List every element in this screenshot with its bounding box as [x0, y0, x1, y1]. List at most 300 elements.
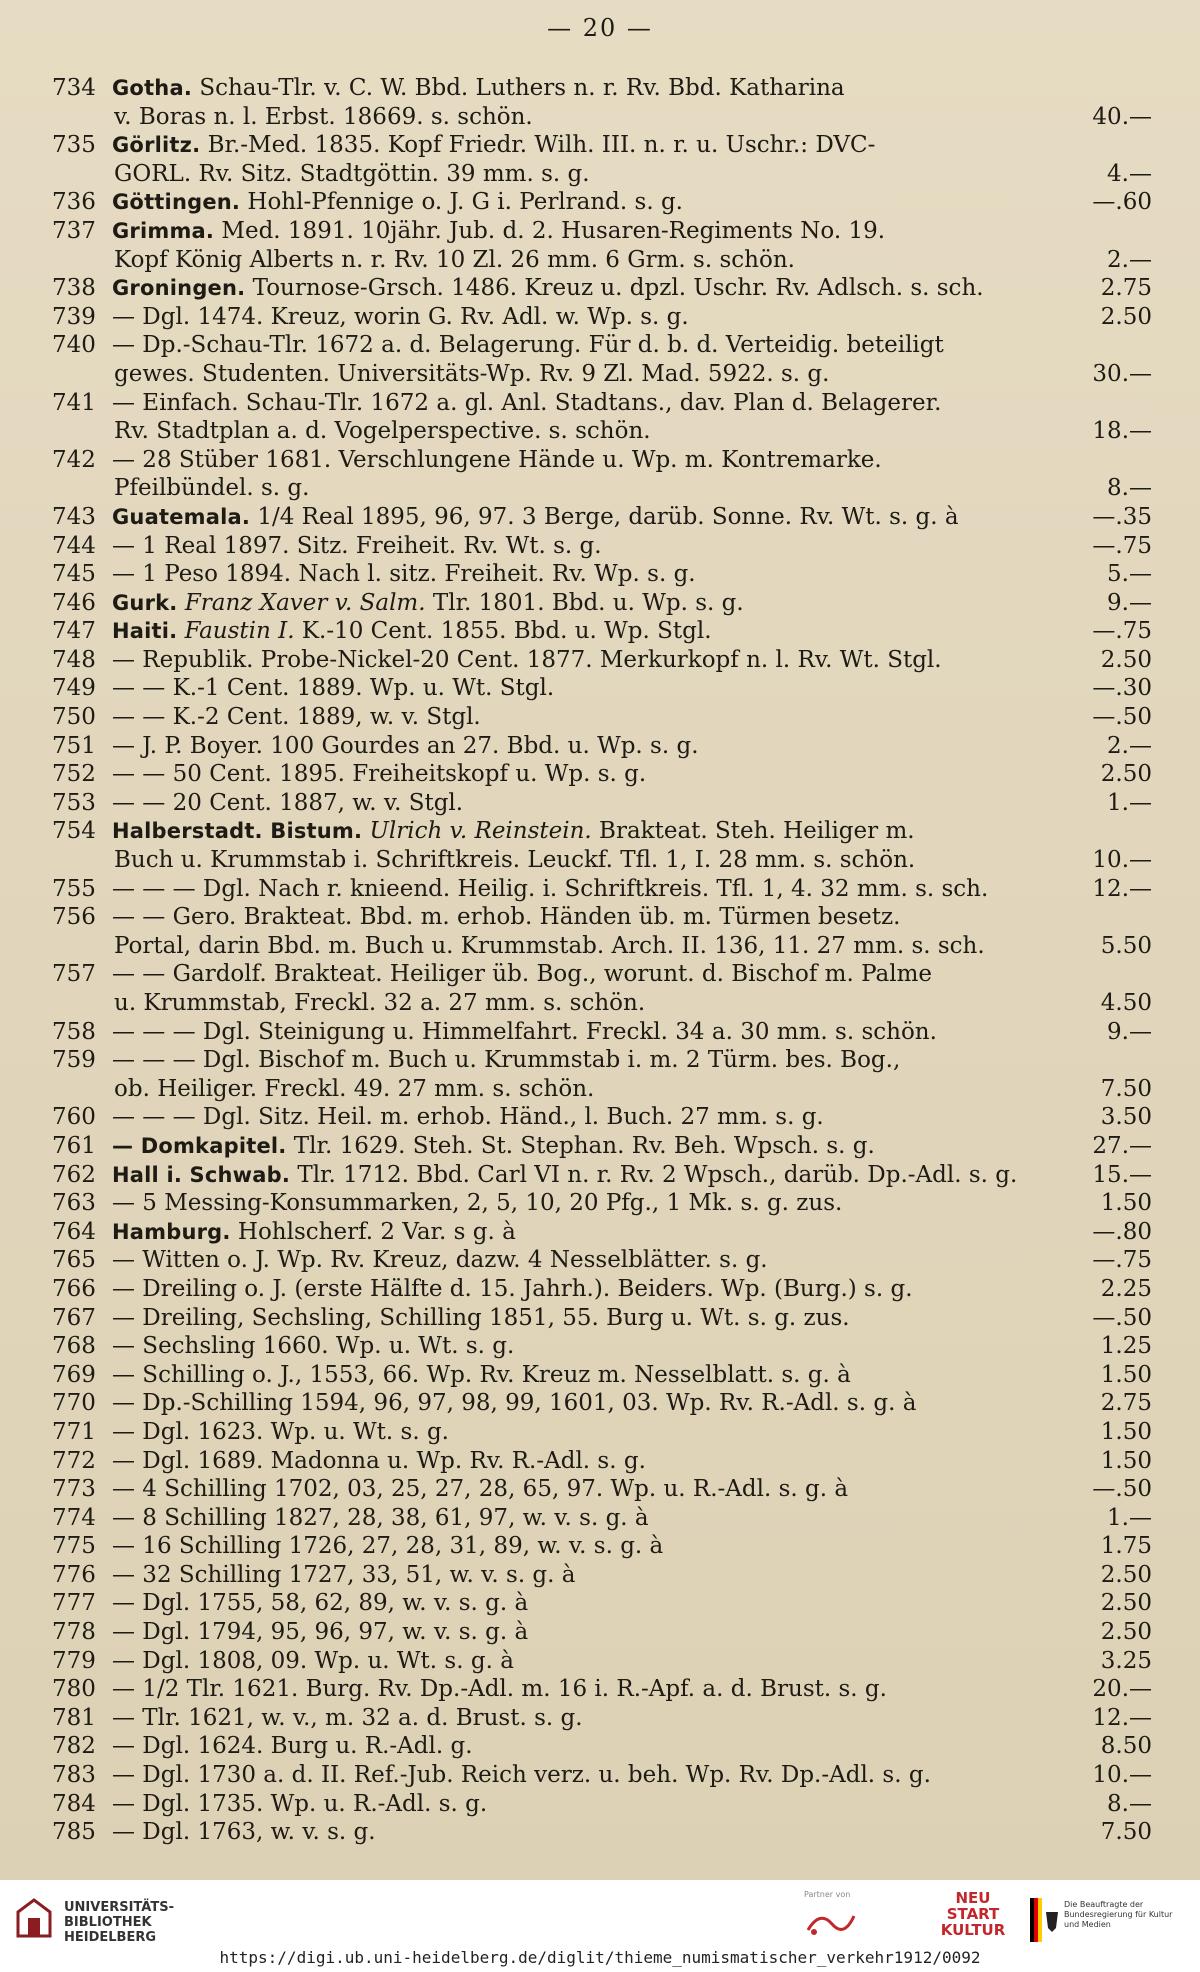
entry-description: [112, 1589, 1032, 1618]
catalog-entry-row: [52, 1618, 1152, 1647]
entry-number: 767: [52, 1304, 96, 1331]
entry-number: 784: [52, 1790, 96, 1817]
catalog-entry-row: [52, 389, 1152, 418]
entry-text: — — Gero. Brakteat. Bbd. m. erhob. Händen üb. m. Türmen besetz.: [112, 904, 901, 931]
entry-text: — — — Dgl. Bischof m. Buch u. Krummstab i. m. 2 Türm. bes. Bog.,: [112, 1047, 901, 1074]
entry-description: [112, 875, 1032, 904]
entry-number: 745: [52, 561, 96, 588]
entry-heading: Göttingen.: [112, 190, 241, 215]
entry-heading: Görlitz.: [112, 133, 201, 158]
entry-description: [112, 1418, 1032, 1447]
entry-heading: Gotha.: [112, 76, 193, 100]
entry-number: 783: [52, 1762, 96, 1789]
entry-number: 766: [52, 1275, 96, 1302]
entry-description: [112, 1475, 1032, 1504]
entry-price: 3.25: [1100, 1647, 1152, 1674]
entry-price: 2.25: [1100, 1275, 1152, 1302]
catalog-entry-row: [52, 474, 1152, 503]
entry-description: [112, 532, 1032, 561]
catalog-entry-row: [52, 1075, 1152, 1104]
entry-price: 2.50: [1100, 646, 1152, 673]
catalog-entry-row: [52, 503, 1152, 532]
entry-number: 780: [52, 1676, 96, 1703]
entry-number: 763: [52, 1190, 96, 1217]
entry-description: [112, 389, 1032, 418]
entry-description: [112, 74, 1032, 103]
entry-text: Hohl-Pfennige o. J. G i. Perlrand. s. g.: [247, 189, 683, 216]
catalog-entry-row: [52, 1732, 1152, 1761]
entry-price: 40.—: [1092, 103, 1152, 130]
entry-text: — Witten o. J. Wp. Rv. Kreuz, dazw. 4 Nesselblätter. s. g.: [112, 1247, 768, 1274]
catalog-entry-row: [52, 1132, 1152, 1161]
entry-description: [112, 188, 1032, 217]
catalog-entry-row: [52, 303, 1152, 332]
catalog-entry-row: [52, 1647, 1152, 1676]
entry-description: [114, 160, 1034, 189]
entry-description: [112, 789, 1032, 818]
entry-price: 1.50: [1100, 1190, 1152, 1217]
entry-text: GORL. Rv. Sitz. Stadtgöttin. 39 mm. s. g.: [114, 160, 590, 187]
entry-price: 2.50: [1100, 1590, 1152, 1617]
entry-description: [112, 1818, 1032, 1847]
entry-number: 740: [52, 332, 96, 359]
entry-description: [112, 646, 1032, 675]
entry-number: 772: [52, 1447, 96, 1474]
entry-number: 778: [52, 1619, 96, 1646]
university-library-logo-icon[interactable]: [14, 1896, 54, 1940]
catalog-entry-row: [52, 1504, 1152, 1533]
entry-price: 1.75: [1100, 1533, 1152, 1560]
entry-text: 1/4 Real 1895, 96, 97. 3 Berge, darüb. Sonne. Rv. Wt. s. g. à: [257, 503, 959, 530]
catalog-entry-row: [52, 1389, 1152, 1418]
entry-text: — Tlr. 1621, w. v., m. 32 a. d. Brust. s. g.: [112, 1704, 583, 1731]
catalog-entry-row: [52, 1218, 1152, 1247]
entry-description: [114, 846, 1034, 875]
entry-text: Hohlscherf. 2 Var. s g. à: [237, 1218, 516, 1245]
entry-text: — 4 Schilling 1702, 03, 25, 27, 28, 65, 97. Wp. u. R.-Adl. s. g. à: [112, 1476, 849, 1503]
entry-number: 774: [52, 1504, 96, 1531]
entry-price: 1.50: [1100, 1418, 1152, 1445]
entry-description: [112, 674, 1032, 703]
entry-price: 2.—: [1107, 732, 1152, 759]
catalog-entry-row: [52, 417, 1152, 446]
entry-description: [112, 1189, 1032, 1218]
entry-number: 769: [52, 1361, 96, 1388]
entry-description: [112, 1675, 1032, 1704]
catalog-entry-row: [52, 1704, 1152, 1733]
entry-text: Brakteat. Steh. Heiliger m.: [599, 818, 915, 845]
entry-price: 1.50: [1100, 1361, 1152, 1388]
entry-price: 8.—: [1107, 1790, 1152, 1817]
federal-eagle-icon: [1030, 1898, 1060, 1942]
entry-price: —.35: [1092, 503, 1152, 530]
entry-number: 744: [52, 532, 96, 559]
entry-description: [112, 1447, 1032, 1476]
entry-description: [112, 960, 1032, 989]
entry-price: —.80: [1092, 1218, 1152, 1245]
entry-price: —.75: [1092, 532, 1152, 559]
entry-price: —.75: [1092, 618, 1152, 645]
entry-price: 2.50: [1100, 1619, 1152, 1646]
entry-text: — Dgl. 1794, 95, 96, 97, w. v. s. g. à: [112, 1619, 529, 1646]
entry-number: 738: [52, 275, 96, 302]
entry-description: [112, 589, 1032, 618]
entry-description: [112, 131, 1032, 160]
entry-price: 2.50: [1100, 761, 1152, 788]
entry-number: 737: [52, 217, 96, 244]
entry-text: — Republik. Probe-Nickel-20 Cent. 1877. Merkurkopf n. l. Rv. Wt. Stgl.: [112, 646, 942, 673]
entry-price: —.60: [1092, 189, 1152, 216]
entry-description: [112, 1218, 1032, 1247]
entry-price: 5.—: [1107, 561, 1152, 588]
entry-description: [112, 1103, 1032, 1132]
entry-number: 775: [52, 1533, 96, 1560]
entry-text: Med. 1891. 10jähr. Jub. d. 2. Husaren-Regiments No. 19.: [221, 217, 886, 244]
entry-text: — Dgl. 1689. Madonna u. Wp. Rv. R.-Adl. s. g.: [112, 1447, 646, 1474]
entry-price: 4.50: [1100, 990, 1152, 1016]
entry-heading: — Domkapitel.: [112, 1133, 287, 1158]
entry-description: [112, 1532, 1032, 1561]
catalog-entry-row: [52, 646, 1152, 675]
catalog-entry-row: [52, 1332, 1152, 1361]
entry-description: [112, 1304, 1032, 1333]
entry-number: 754: [52, 818, 96, 845]
entry-text: — Dgl. 1474. Kreuz, worin G. Rv. Adl. w. Wp. s. g.: [112, 303, 689, 330]
entry-price: 20.—: [1092, 1676, 1152, 1703]
entry-text: Tlr. 1629. Steh. St. Stephan. Rv. Beh. Wpsch. s. g.: [293, 1132, 875, 1159]
catalog-entry-row: [52, 331, 1152, 360]
catalog-entry-row: [52, 1532, 1152, 1561]
entry-number: 748: [52, 646, 96, 673]
entry-price: —.50: [1092, 704, 1152, 731]
catalog-entry-row: [52, 1589, 1152, 1618]
catalog-entry-row: [52, 217, 1152, 246]
entry-description: [112, 617, 1032, 646]
entry-price: 1.—: [1107, 789, 1152, 816]
catalog-entry-row: [52, 789, 1152, 818]
entry-description: [112, 1161, 1032, 1190]
entry-text: — Dp.-Schilling 1594, 96, 97, 98, 99, 1601, 03. Wp. Rv. R.-Adl. s. g. à: [112, 1390, 917, 1417]
entry-text: — Dgl. 1735. Wp. u. R.-Adl. s. g.: [112, 1790, 488, 1817]
catalog-entry-row: [52, 1018, 1152, 1047]
entry-text: — Einfach. Schau-Tlr. 1672 a. gl. Anl. Stadtans., dav. Plan d. Belagerer.: [112, 389, 942, 416]
library-name: UNIVERSITÄTS- BIBLIOTHEK HEIDELBERG: [64, 1900, 174, 1945]
entry-price: 5.50: [1100, 932, 1152, 959]
entry-text: — — — Dgl. Nach r. knieend. Heilig. i. Schriftkreis. Tfl. 1, 4. 32 mm. s. sch.: [112, 875, 989, 902]
partner-logo-icon: [800, 1902, 860, 1942]
entry-description: [112, 703, 1032, 732]
entry-number: 773: [52, 1476, 96, 1503]
catalog-entry-row: [52, 1475, 1152, 1504]
entry-number: 765: [52, 1247, 96, 1274]
entry-heading: Haiti.: [112, 619, 178, 644]
entry-text: — 1 Peso 1894. Nach l. sitz. Freiheit. Rv. Wp. s. g.: [112, 561, 696, 588]
entry-text: — Dp.-Schau-Tlr. 1672 a. d. Belagerung. Für d. b. d. Verteidig. beteiligt: [112, 332, 944, 359]
entry-price: 1.50: [1100, 1447, 1152, 1474]
entry-text: — Schilling o. J., 1553, 66. Wp. Rv. Kreuz m. Nesselblatt. s. g. à: [112, 1361, 851, 1388]
catalog-entry-row: [52, 817, 1152, 846]
entry-description: [112, 1332, 1032, 1361]
entry-text: Kopf König Alberts n. r. Rv. 10 Zl. 26 mm. 6 Grm. s. schön.: [114, 246, 795, 273]
entry-number: 741: [52, 389, 96, 416]
entry-description: [114, 989, 1034, 1018]
entry-description: [112, 503, 1032, 532]
entry-description: [112, 217, 1032, 246]
entry-number: 757: [52, 961, 96, 988]
entry-text: Br.-Med. 1835. Kopf Friedr. Wilh. III. n. r. u. Uschr.: DVC-: [207, 132, 876, 159]
entry-description: [112, 446, 1032, 475]
entry-text: — — — Dgl. Steinigung u. Himmelfahrt. Freckl. 34 a. 30 mm. s. schön.: [112, 1018, 937, 1045]
entry-number: 750: [52, 704, 96, 731]
entry-price: 7.50: [1100, 1819, 1152, 1846]
entry-number: 771: [52, 1418, 96, 1445]
entry-price: —.75: [1092, 1247, 1152, 1274]
entry-price: 2.50: [1100, 303, 1152, 330]
entry-number: 770: [52, 1390, 96, 1417]
entry-price: 2.—: [1107, 246, 1152, 273]
catalog-entries: [52, 74, 1152, 1847]
entry-text: Rv. Stadtplan a. d. Vogelperspective. s. schön.: [114, 418, 651, 445]
catalog-entry-row: [52, 560, 1152, 589]
entry-text: Buch u. Krummstab i. Schriftkreis. Leuckf. Tfl. 1, I. 28 mm. s. schön.: [114, 847, 916, 874]
entry-number: 753: [52, 789, 96, 816]
entry-price: 12.—: [1092, 1704, 1152, 1731]
entry-number: 761: [52, 1132, 96, 1159]
entry-heading: Guatemala.: [112, 504, 251, 529]
entry-description: [112, 1361, 1032, 1390]
entry-number: 747: [52, 618, 96, 645]
entry-price: —.50: [1092, 1476, 1152, 1503]
entry-number: 768: [52, 1333, 96, 1360]
entry-text: Tournose-Grsch. 1486. Kreuz u. dpzl. Uschr. Rv. Adlsch. s. sch.: [252, 275, 984, 302]
entry-text: — — K.-1 Cent. 1889. Wp. u. Wt. Stgl.: [112, 675, 555, 702]
federal-commissioner-text: Die Beauftragte der Bundesregierung für Kultur und Medien: [1064, 1900, 1173, 1929]
catalog-entry-row: [52, 532, 1152, 561]
entry-description: [114, 246, 1034, 275]
entry-price: 30.—: [1092, 360, 1152, 387]
entry-text: — Dgl. 1624. Burg u. R.-Adl. g.: [112, 1733, 473, 1760]
entry-text: gewes. Studenten. Universitäts-Wp. Rv. 9 Zl. Mad. 5922. s. g.: [114, 360, 830, 387]
entry-number: 734: [52, 75, 96, 101]
catalog-entry-row: [52, 188, 1152, 217]
catalog-entry-row: [52, 1275, 1152, 1304]
catalog-entry-row: [52, 74, 1152, 103]
catalog-entry-row: [52, 274, 1152, 303]
entry-heading: Halberstadt. Bistum.: [112, 819, 363, 844]
catalog-entry-row: [52, 846, 1152, 875]
entry-price: 2.50: [1100, 1561, 1152, 1588]
catalog-entry-row: [52, 875, 1152, 904]
entry-text: — Dgl. 1763, w. v. s. g.: [112, 1819, 376, 1846]
entry-text: Tlr. 1801. Bbd. u. Wp. s. g.: [432, 589, 744, 616]
entry-text: — Dgl. 1755, 58, 62, 89, w. v. s. g. à: [112, 1590, 529, 1617]
catalog-entry-row: [52, 589, 1152, 618]
catalog-entry-row: [52, 1418, 1152, 1447]
catalog-entry-row: [52, 446, 1152, 475]
catalog-entry-row: [52, 1675, 1152, 1704]
neustart-kultur-logo[interactable]: NEU START KULTUR: [940, 1889, 1006, 1939]
entry-heading: Hall i. Schwab.: [112, 1162, 291, 1187]
source-url[interactable]: https://digi.ub.uni-heidelberg.de/diglit/thieme_numismatischer_verkehr1912/0092: [219, 1948, 981, 1967]
entry-price: —.50: [1092, 1304, 1152, 1331]
entry-number: 752: [52, 761, 96, 788]
entry-number: 736: [52, 189, 96, 216]
entry-description: [112, 1246, 1032, 1275]
entry-description: [112, 1790, 1032, 1819]
entry-description: [114, 932, 1034, 961]
entry-text: ob. Heiliger. Freckl. 49. 27 mm. s. schön.: [114, 1075, 595, 1102]
entry-price: 8.—: [1107, 475, 1152, 502]
entry-number: 764: [52, 1218, 96, 1245]
entry-text: — Dreiling o. J. (erste Hälfte d. 15. Jahrh.). Beiders. Wp. (Burg.) s. g.: [112, 1275, 913, 1302]
catalog-entry-row: [52, 617, 1152, 646]
entry-text: — 28 Stüber 1681. Verschlungene Hände u. Wp. m. Kontremarke.: [112, 446, 882, 473]
entry-description: [112, 1647, 1032, 1676]
entry-text: Schau-Tlr. v. C. W. Bbd. Luthers n. r. Rv. Bbd. Katharina: [199, 75, 845, 101]
entry-heading: Grimma.: [112, 218, 215, 243]
entry-number: 777: [52, 1590, 96, 1617]
entry-number: 749: [52, 675, 96, 702]
entry-heading: Groningen.: [112, 276, 246, 301]
entry-text: — 8 Schilling 1827, 28, 38, 61, 97, w. v. s. g. à: [112, 1504, 649, 1531]
entry-description: [112, 1389, 1032, 1418]
entry-text: K.-10 Cent. 1855. Bbd. u. Wp. Stgl.: [301, 618, 712, 645]
entry-description: [112, 560, 1032, 589]
entry-number: 746: [52, 589, 96, 616]
entry-price: 4.—: [1107, 160, 1152, 187]
entry-number: 760: [52, 1104, 96, 1131]
catalog-entry-row: [52, 1447, 1152, 1476]
entry-price: —.30: [1092, 675, 1152, 702]
entry-description: [112, 1018, 1032, 1047]
entry-description: [112, 1618, 1032, 1647]
catalog-entry-row: [52, 1790, 1152, 1819]
entry-price: 9.—: [1107, 589, 1152, 616]
entry-price: 10.—: [1092, 847, 1152, 874]
entry-description: [112, 303, 1032, 332]
entry-text: — 16 Schilling 1726, 27, 28, 31, 89, w. v. s. g. à: [112, 1533, 664, 1560]
entry-text: — Dgl. 1808, 09. Wp. u. Wt. s. g. à: [112, 1647, 514, 1674]
entry-heading: Gurk.: [112, 590, 178, 615]
catalog-entry-row: [52, 1818, 1152, 1847]
entry-number: 781: [52, 1704, 96, 1731]
entry-text: — — 50 Cent. 1895. Freiheitskopf u. Wp. s. g.: [112, 761, 647, 788]
entry-number: 758: [52, 1018, 96, 1045]
entry-number: 782: [52, 1733, 96, 1760]
entry-price: 18.—: [1092, 418, 1152, 445]
entry-description: [112, 760, 1032, 789]
entry-description: [112, 1704, 1032, 1733]
catalog-entry-row: [52, 131, 1152, 160]
entry-text: — Dgl. 1730 a. d. II. Ref.-Jub. Reich verz. u. beh. Wp. Rv. Dp.-Adl. s. g.: [112, 1762, 931, 1789]
entry-text: — 1 Real 1897. Sitz. Freiheit. Rv. Wt. s. g.: [112, 532, 602, 559]
entry-description: [114, 1075, 1034, 1104]
entry-number: 779: [52, 1647, 96, 1674]
entry-price: 7.50: [1100, 1075, 1152, 1102]
entry-description: [112, 331, 1032, 360]
entry-description: [112, 1504, 1032, 1533]
entry-number: 735: [52, 132, 96, 159]
entry-text: — — K.-2 Cent. 1889, w. v. Stgl.: [112, 704, 481, 731]
entry-heading: Hamburg.: [112, 1219, 231, 1244]
catalog-entry-row: [52, 989, 1152, 1018]
entry-text: — — Gardolf. Brakteat. Heiliger üb. Bog., worunt. d. Bischof m. Palme: [112, 961, 933, 988]
catalog-entry-row: [52, 246, 1152, 275]
catalog-entry-row: [52, 1103, 1152, 1132]
entry-description: [114, 474, 1034, 503]
entry-description: [112, 817, 1032, 846]
entry-price: 1.—: [1107, 1504, 1152, 1531]
catalog-entry-row: [52, 1304, 1152, 1333]
entry-text: — 1/2 Tlr. 1621. Burg. Rv. Dp.-Adl. m. 16 i. R.-Apf. a. d. Brust. s. g.: [112, 1676, 887, 1703]
entry-text: u. Krummstab, Freckl. 32 a. 27 mm. s. schön.: [114, 990, 646, 1016]
entry-number: 755: [52, 875, 96, 902]
entry-price: 27.—: [1092, 1132, 1152, 1159]
entry-price: 8.50: [1100, 1733, 1152, 1760]
entry-text: v. Boras n. l. Erbst. 18669. s. schön.: [114, 103, 533, 130]
entry-price: 12.—: [1092, 875, 1152, 902]
entry-price: 10.—: [1092, 1762, 1152, 1789]
catalog-entry-row: [52, 960, 1152, 989]
catalog-entry-row: [52, 1161, 1152, 1190]
entry-description: [112, 903, 1032, 932]
entry-text: — Dgl. 1623. Wp. u. Wt. s. g.: [112, 1418, 449, 1445]
entry-ruler-name: Faustin I.: [184, 618, 295, 645]
catalog-entry-row: [52, 1561, 1152, 1590]
entry-number: 762: [52, 1161, 96, 1188]
entry-text: Portal, darin Bbd. m. Buch u. Krummstab. Arch. II. 136, 11. 27 mm. s. sch.: [114, 932, 985, 959]
entry-description: [112, 1046, 1032, 1075]
catalog-entry-row: [52, 1046, 1152, 1075]
entry-description: [114, 103, 1034, 132]
entry-price: 15.—: [1092, 1161, 1152, 1188]
catalog-entry-row: [52, 1189, 1152, 1218]
entry-description: [112, 1132, 1032, 1161]
entry-text: — Sechsling 1660. Wp. u. Wt. s. g.: [112, 1333, 515, 1360]
entry-price: 1.25: [1100, 1333, 1152, 1360]
catalog-entry-row: [52, 703, 1152, 732]
entry-text: — Dreiling, Sechsling, Schilling 1851, 55. Burg u. Wt. s. g. zus.: [112, 1304, 850, 1331]
entry-number: 742: [52, 446, 96, 473]
page-number: — 20 —: [547, 14, 653, 42]
entry-text: — 5 Messing-Konsummarken, 2, 5, 10, 20 Pfg., 1 Mk. s. g. zus.: [112, 1190, 843, 1217]
entry-number: 739: [52, 303, 96, 330]
entry-ruler-name: Franz Xaver v. Salm.: [184, 589, 426, 616]
entry-price: 3.50: [1100, 1104, 1152, 1131]
entry-ruler-name: Ulrich v. Reinstein.: [369, 818, 592, 845]
catalog-entry-row: [52, 1761, 1152, 1790]
catalog-entry-row: [52, 1246, 1152, 1275]
entry-description: [112, 1761, 1032, 1790]
entry-number: 743: [52, 503, 96, 530]
entry-number: 785: [52, 1819, 96, 1846]
entry-text: — J. P. Boyer. 100 Gourdes an 27. Bbd. u. Wp. s. g.: [112, 732, 699, 759]
entry-price: 2.75: [1100, 1390, 1152, 1417]
catalog-entry-row: [52, 360, 1152, 389]
entry-number: 756: [52, 904, 96, 931]
entry-text: — 32 Schilling 1727, 33, 51, w. v. s. g. à: [112, 1561, 576, 1588]
entry-description: [112, 274, 1032, 303]
entry-price: 9.—: [1107, 1018, 1152, 1045]
catalog-entry-row: [52, 732, 1152, 761]
entry-description: [114, 417, 1034, 446]
entry-number: 759: [52, 1047, 96, 1074]
catalog-entry-row: [52, 903, 1152, 932]
catalog-entry-row: [52, 674, 1152, 703]
catalog-entry-row: [52, 932, 1152, 961]
entry-text: — — — Dgl. Sitz. Heil. m. erhob. Händ., l. Buch. 27 mm. s. g.: [112, 1104, 824, 1131]
entry-description: [114, 360, 1034, 389]
